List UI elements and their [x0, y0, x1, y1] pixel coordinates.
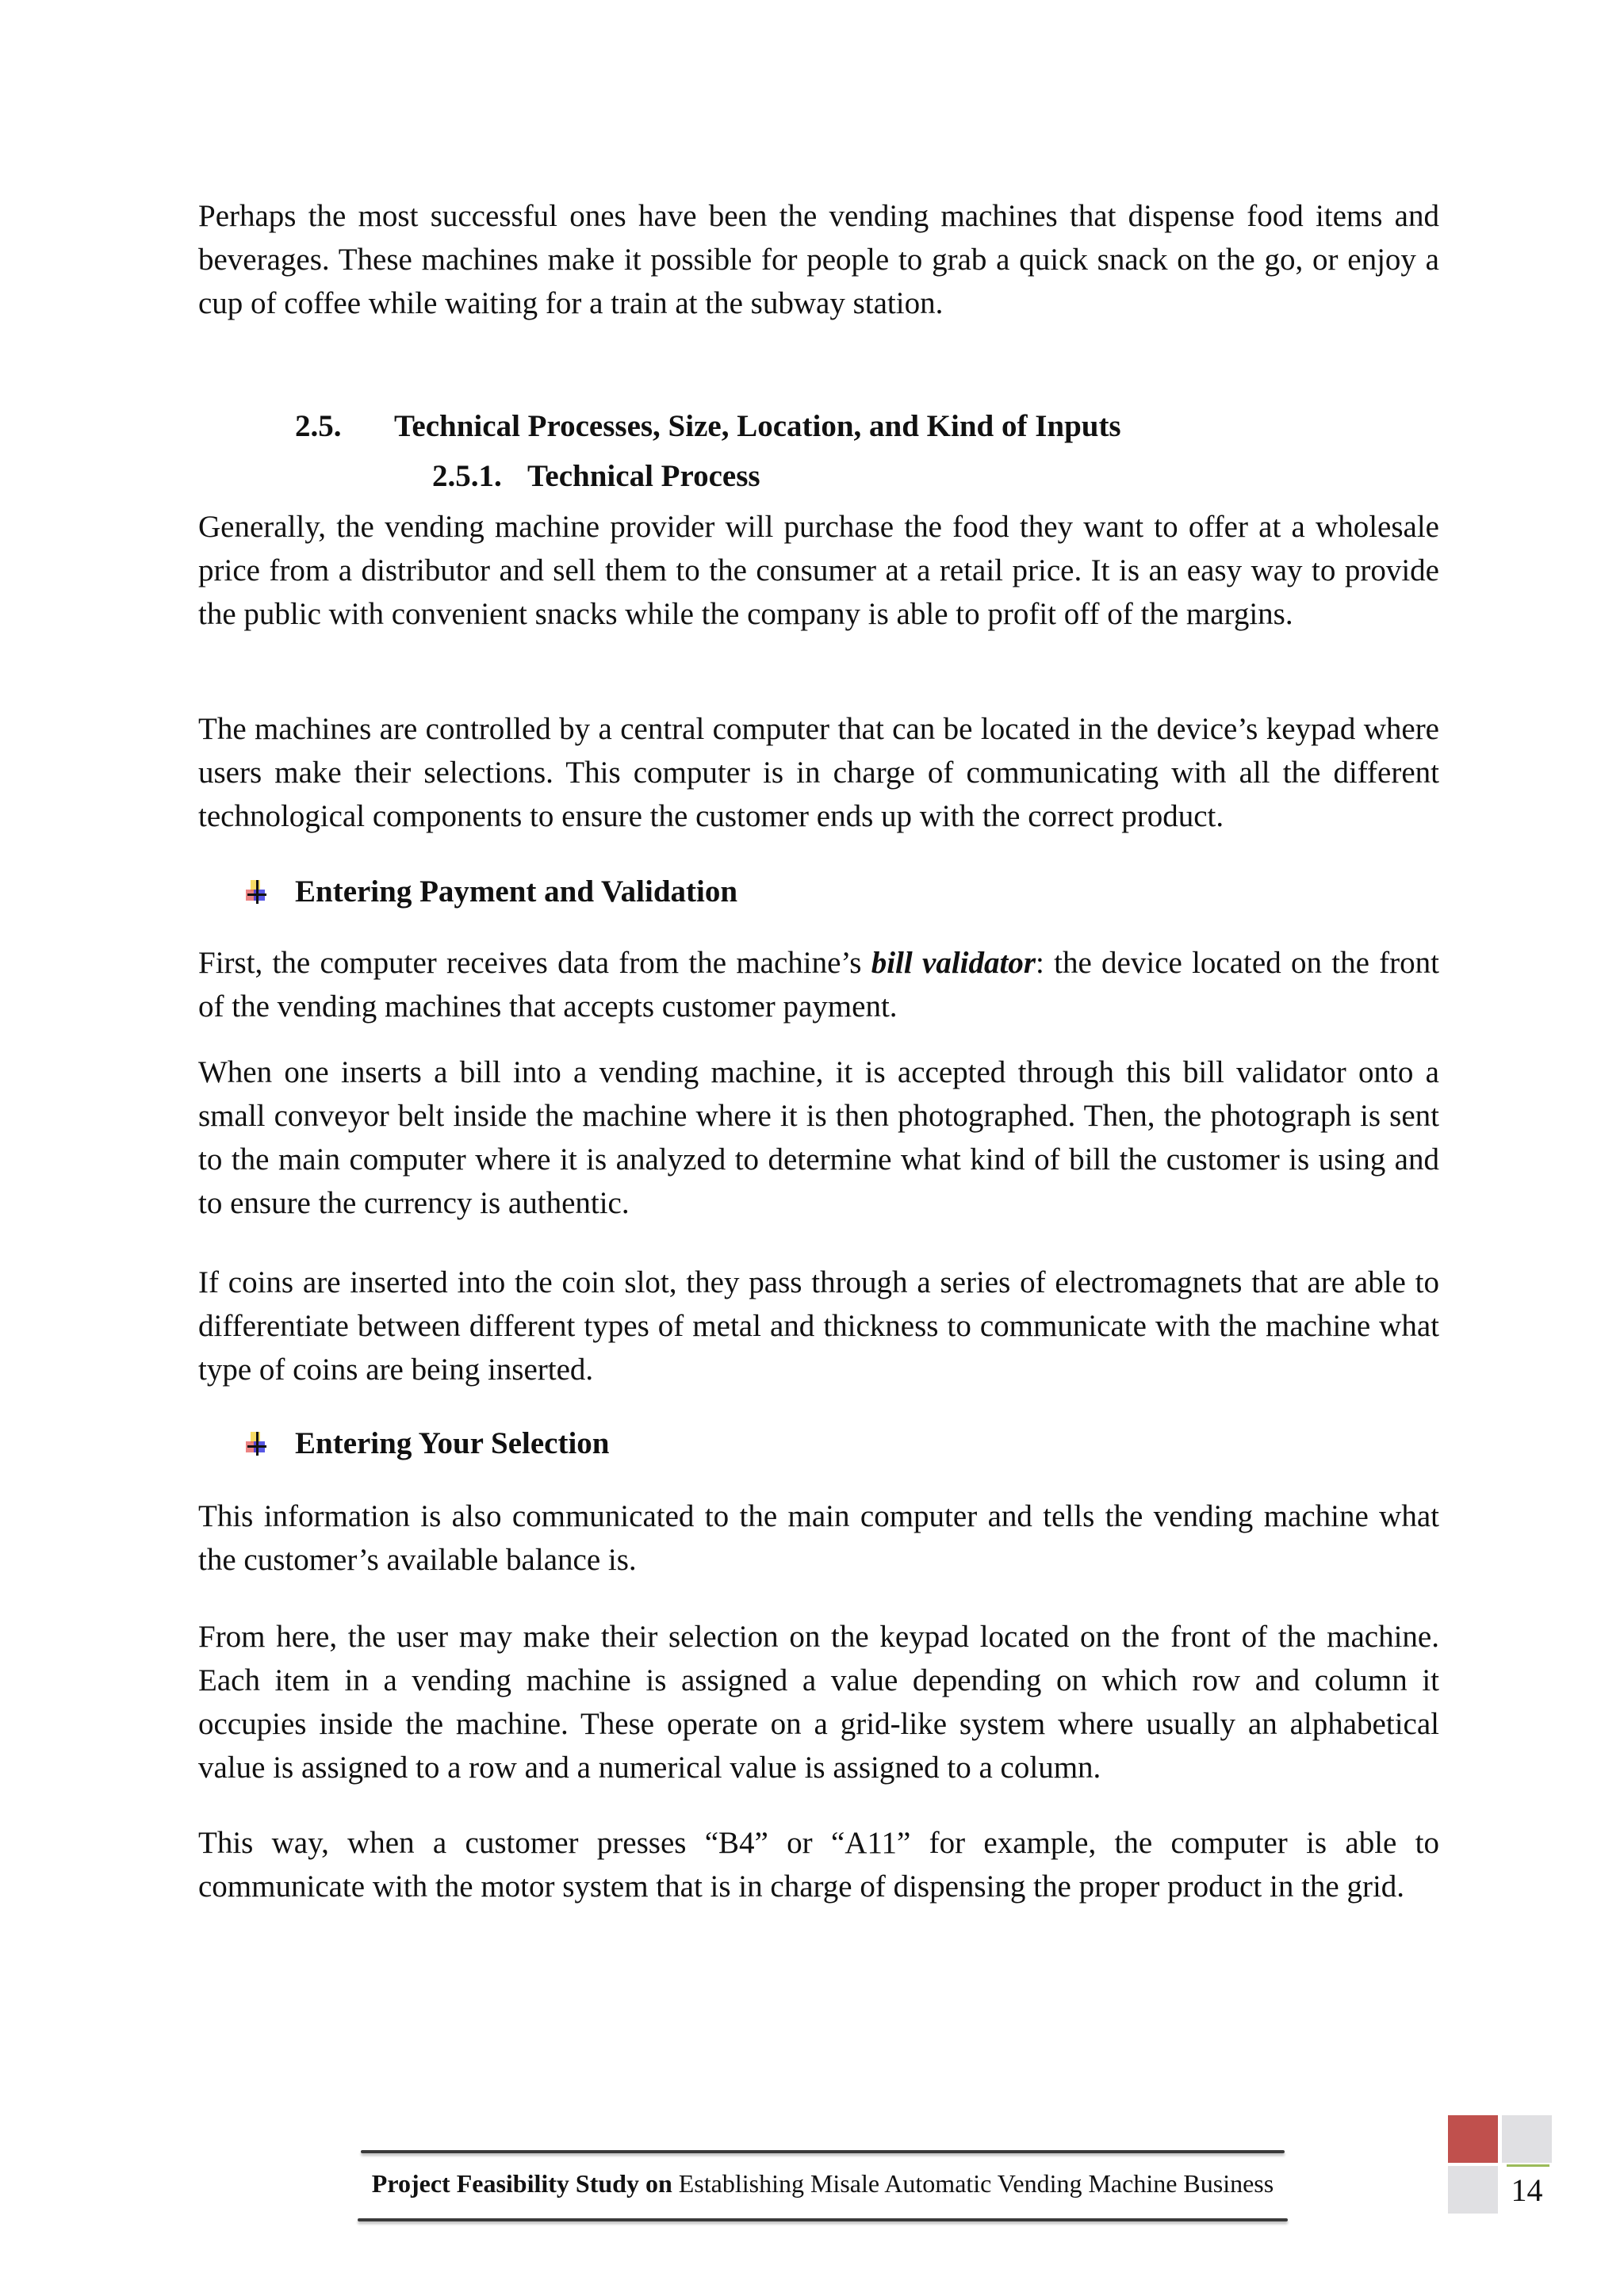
technical-process-paragraph-2: The machines are controlled by a central computer that can be located in the device’s keypad where users make their selections. This computer is in charge of communicating with all the different technological components to ensure the customer ends up with the correct product. — [198, 712, 1439, 833]
subsection-heading — [432, 454, 760, 498]
decor-square-red — [1448, 2115, 1498, 2163]
decor-square-gray — [1448, 2166, 1498, 2214]
bullet-cross-icon — [246, 880, 268, 904]
section-heading — [295, 404, 1121, 448]
footer-title: Project Feasibility Study on Establishing Misale Automatic Vending Machine Business — [371, 2169, 1274, 2198]
section-title: Technical Processes, Size, Location, and Kind of Inputs — [394, 409, 1121, 443]
subsection-title: Technical Process — [527, 459, 760, 493]
bullet-heading-label: Entering Payment and Validation — [295, 874, 738, 909]
decor-square-gray — [1502, 2115, 1552, 2163]
payment-paragraph-1: First, the computer receives data from the machine’s bill validator: the device located on the front of the vending machines that accepts customer payment. — [198, 946, 1439, 1024]
bullet-heading-label: Entering Your Selection — [295, 1426, 610, 1460]
intro-paragraph: Perhaps the most successful ones have been the vending machines that dispense food items and beverages. These machines make it possible for people to grab a quick snack on the go, or enjoy a cup of coffee while waiting for a train at the subway station. — [198, 199, 1439, 320]
subsection-number: 2.5.1. — [432, 459, 502, 493]
selection-paragraph-1: This information is also communicated to the main computer and tells the vending machine what the customer’s available balance is. — [198, 1499, 1439, 1577]
selection-paragraph-3: This way, when a customer presses “B4” or “A11” for example, the computer is able to communicate with the motor system that is in charge of dispensing the proper product in the grid. — [198, 1826, 1439, 1904]
bullet-heading-selection — [246, 1422, 610, 1465]
selection-paragraph-2: From here, the user may make their selection on the keypad located on the front of the machine. Each item in a vending machine is assigned a value depending on which row and column it occupies inside the machine. These operate on a grid-like system where usually an alphabetical value is assigned to a row and a numerical value is assigned to a column. — [198, 1620, 1439, 1785]
footer-rule-top — [361, 2150, 1285, 2153]
technical-process-paragraph-1: Generally, the vending machine provider will purchase the food they want to offer at a wholesale price from a distributor and sell them to the consumer at a retail price. It is an easy way to provide the public with convenient snacks while the company is able to profit off of the margins. — [198, 510, 1439, 631]
section-number: 2.5. — [295, 409, 342, 443]
payment-paragraph-2: When one inserts a bill into a vending machine, it is accepted through this bill validator onto a small conveyor belt inside the machine where it is then photographed. Then, the photograph is sent to the main computer where it is analyzed to determine what kind of bill the customer is using and to ensure the currency is authentic. — [198, 1055, 1439, 1220]
payment-paragraph-3: If coins are inserted into the coin slot, they pass through a series of electromagnets that are able to differentiate between different types of metal and thickness to communicate with the machine what type of coins are being inserted. — [198, 1265, 1439, 1387]
footer-rule-bottom — [358, 2218, 1288, 2221]
page-number-block — [1448, 2115, 1567, 2218]
decor-green-line — [1507, 2164, 1549, 2167]
page-number: 14 — [1511, 2172, 1543, 2208]
bullet-heading-payment — [246, 870, 737, 913]
page-footer — [361, 2150, 1285, 2221]
bill-validator-term: bill validator — [871, 946, 1036, 980]
bullet-cross-icon — [246, 1432, 268, 1456]
